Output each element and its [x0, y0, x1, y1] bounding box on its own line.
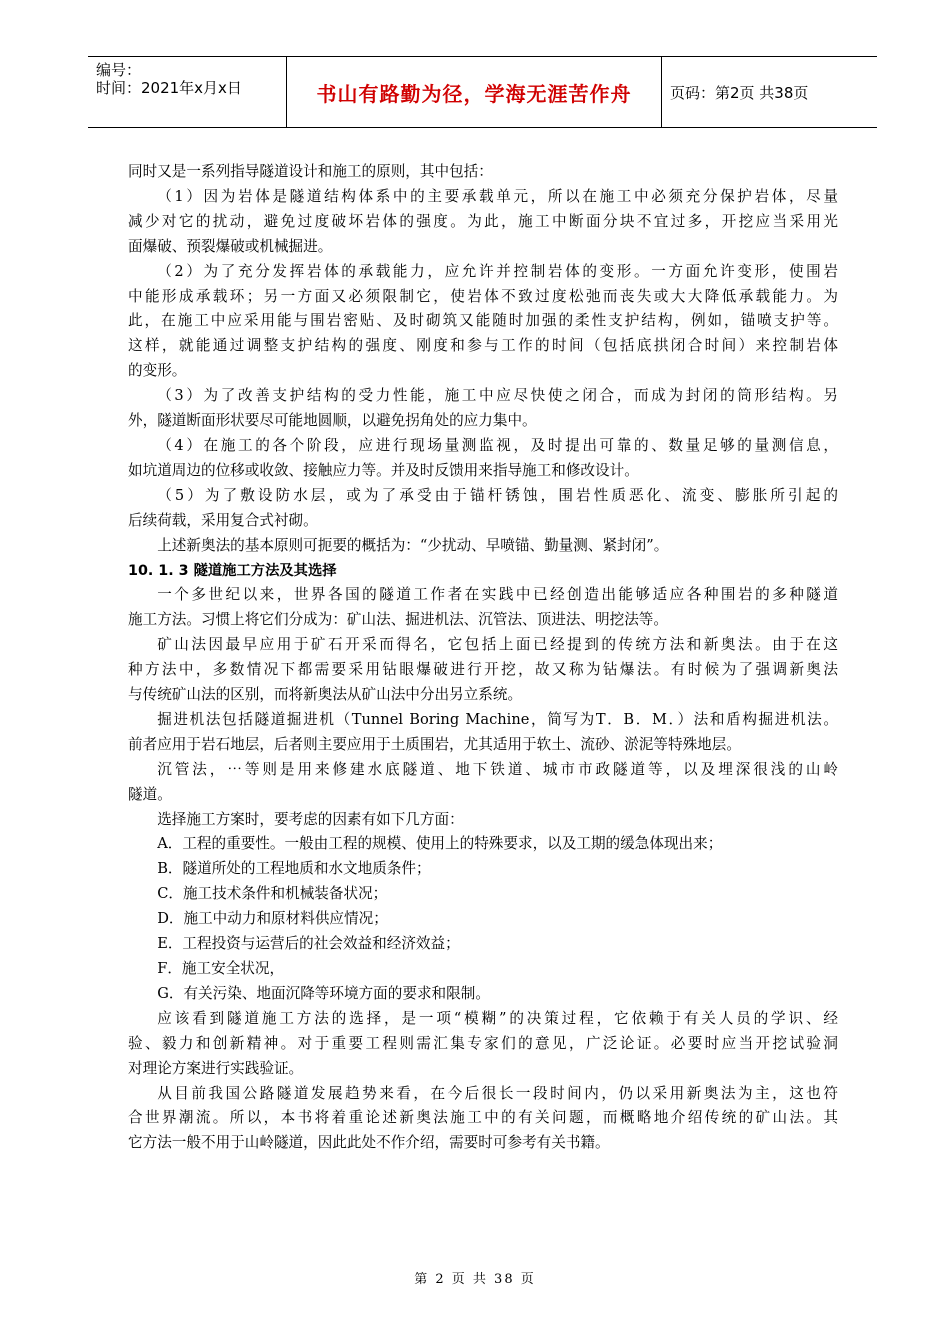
text-line: 减少对它的扰动，避免过度破坏岩体的强度。为此，施工中断面分块不宜过多，开挖应当采用光 [128, 212, 838, 230]
page-header [88, 56, 877, 128]
text-line: 施工方法。习惯上将它们分成为：矿山法、掘进机法、沉管法、顶进法、明挖法等。 [128, 611, 668, 629]
paragraph [128, 932, 838, 957]
text-line: 如坑道周边的位移或收敛、接触应力等。并及时反馈用来指导施工和修改设计。 [128, 461, 639, 479]
time-label: 时间：2021年x月x日 [96, 79, 242, 97]
section-heading [128, 559, 838, 584]
paragraph [128, 1007, 838, 1082]
text-line: 的变形。 [128, 362, 187, 380]
paragraph [128, 957, 838, 982]
paragraph [128, 808, 838, 833]
paragraph [128, 384, 838, 434]
text-line: 这样，就能通过调整支护结构的强度、刚度和参与工作的时间（包括底拱闭合时间）来控制岩体 [128, 337, 838, 355]
header-page-info: 页码：第2页 共38页 [670, 83, 809, 102]
text-line: G．有关污染、地面沉降等环境方面的要求和限制。 [157, 984, 490, 1002]
text-line: 矿山法因最早应用于矿石开采而得名，它包括上面已经提到的传统方法和新奥法。由于在这 [157, 636, 838, 654]
text-line: 沉管法，⋯等则是用来修建水底隧道、地下铁道、城市市政隧道等，以及埋深很浅的山岭 [157, 760, 838, 778]
header-meta [88, 57, 287, 127]
document-body [128, 160, 838, 1156]
text-line: 中能形成承载环；另一方面又必须限制它，使岩体不致过度松弛而丧失或大大降低承载能力。为 [128, 287, 838, 305]
text-line: 应该看到隧道施工方法的选择，是一项“模糊”的决策过程，它依赖于有关人员的学识、经 [157, 1009, 838, 1027]
paragraph [128, 907, 838, 932]
text-line: D．施工中动力和原材料供应情况； [157, 910, 388, 928]
paragraph [128, 633, 838, 708]
paragraph [128, 882, 838, 907]
text-line: 选择施工方案时，要考虑的因素有如下几方面： [157, 810, 464, 828]
text-line: 后续荷载，采用复合式衬砌。 [128, 511, 318, 529]
paragraph [128, 260, 838, 385]
text-line: 一个多世纪以来，世界各国的隧道工作者在实践中已经创造出能够适应各种围岩的多种隧道 [157, 586, 838, 604]
text-line: （5）为了敷设防水层，或为了承受由于锚杆锈蚀，围岩性质恶化、流变、膨胀所引起的 [157, 486, 838, 504]
text-line: F．施工安全状况， [157, 960, 285, 977]
text-line: 前者应用于岩石地层，后者则主要应用于土质围岩，尤其适用于软土、流砂、淤泥等特殊地层。 [128, 735, 741, 753]
text-line: 此，在施工中应采用能与围岩密贴、及时砌筑又能随时加强的柔性支护结构，例如，锚喷支护等。 [128, 312, 838, 330]
text-line: E．工程投资与运营后的社会效益和经济效益； [157, 935, 460, 953]
text-line: （1）因为岩体是隧道结构体系中的主要承载单元，所以在施工中必须充分保护岩体，尽量 [157, 187, 838, 205]
text-line: 合世界潮流。所以，本书将着重论述新奥法施工中的有关问题，而概略地介绍传统的矿山法。其 [128, 1109, 838, 1127]
paragraph [128, 160, 838, 185]
paragraph [128, 583, 838, 633]
text-line: 掘进机法包括隧道掘进机（Tunnel Boring Machine，简写为T．B．M．）法和盾构掘进机法。 [157, 710, 838, 728]
text-line: 验、毅力和创新精神。对于重要工程则需汇集专家们的意见，广泛论证。必要时应当开挖试验洞 [128, 1034, 838, 1052]
text-line: （2）为了充分发挥岩体的承载能力，应允许并控制岩体的变形。一方面允许变形，使围岩 [157, 262, 838, 280]
text-line: 同时又是一系列指导隧道设计和施工的原则，其中包括： [128, 163, 493, 180]
page-footer: 第 2 页 共 38 页 [414, 1272, 536, 1287]
text-line: A．工程的重要性。一般由工程的规模、使用上的特殊要求，以及工期的缓急体现出来； [157, 835, 723, 853]
text-line: B．隧道所处的工程地质和水文地质条件； [157, 860, 431, 878]
paragraph [128, 1082, 838, 1157]
header-motto: 书山有路勤为径，学海无涯苦作舟 [287, 57, 662, 127]
paragraph [128, 434, 838, 484]
text-line: 10. 1. 3 隧道施工方法及其选择 [128, 562, 337, 579]
paragraph [128, 185, 838, 260]
paragraph [128, 534, 838, 559]
paragraph [128, 484, 838, 534]
text-line: 上述新奥法的基本原则可扼要的概括为：“少扰动、早喷锚、勤量测、紧封闭”。 [157, 536, 669, 554]
paragraph [128, 758, 838, 808]
text-line: （4）在施工的各个阶段，应进行现场量测监视，及时提出可靠的、数量足够的量测信息， [157, 436, 838, 454]
text-line: 从目前我国公路隧道发展趋势来看，在今后很长一段时间内，仍以采用新奥法为主，这也符 [157, 1084, 838, 1102]
text-line: 种方法中，多数情况下都需要采用钻眼爆破进行开挖，故又称为钻爆法。有时候为了强调新奥法 [128, 661, 838, 679]
text-line: 与传统矿山法的区别，而将新奥法从矿山法中分出另立系统。 [128, 686, 523, 704]
text-line: 它方法一般不用于山岭隧道，因此此处不作介绍，需要时可参考有关书籍。 [128, 1134, 610, 1152]
paragraph [128, 708, 838, 758]
number-label: 编号： [96, 61, 142, 79]
text-line: （3）为了改善支护结构的受力性能，施工中应尽快使之闭合，而成为封闭的筒形结构。另 [157, 387, 838, 405]
text-line: 面爆破、预裂爆破或机械掘进。 [128, 237, 333, 255]
text-line: 外，隧道断面形状要尽可能地圆顺，以避免拐角处的应力集中。 [128, 412, 537, 430]
text-line: 对理论方案进行实践验证。 [128, 1059, 304, 1077]
paragraph [128, 857, 838, 882]
text-line: C．施工技术条件和机械装备状况； [157, 885, 388, 903]
paragraph [128, 982, 838, 1007]
paragraph [128, 832, 838, 857]
text-line: 隧道。 [128, 785, 172, 803]
